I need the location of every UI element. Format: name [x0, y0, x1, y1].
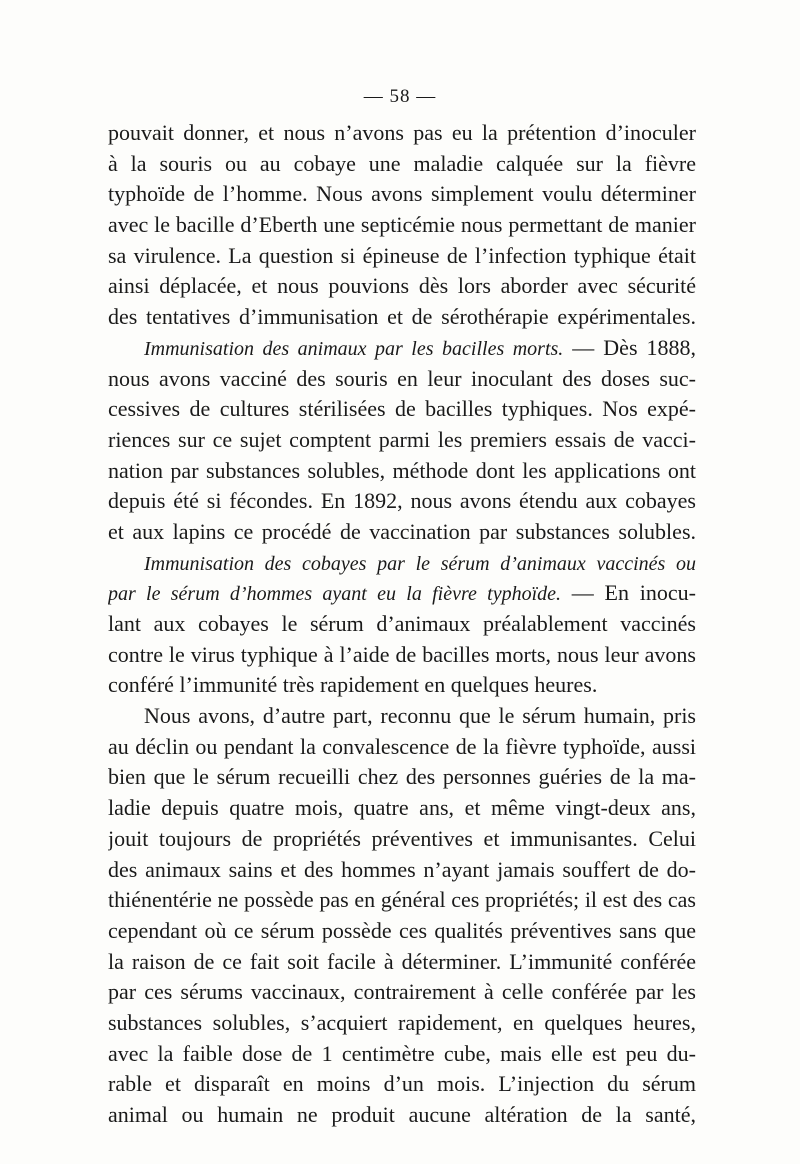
text-line: jouit toujours de propriétés préventives et immunisantes. Celui	[108, 825, 696, 851]
text-line: avec le bacille d’Eberth une septicémie nous permettant de manier	[108, 212, 696, 238]
text-line: sa virulence. La question si épineuse de l’infection typhique était	[108, 242, 696, 268]
text-line: des tentatives d’immunisation et de sérothérapie expérimentales.	[108, 304, 696, 330]
text-line: bien que le sérum recueilli chez des personnes guéries de la ma-	[108, 764, 696, 790]
text-line: et aux lapins ce procédé de vaccination par substances solubles.	[108, 518, 696, 544]
text-line: contre le virus typhique à l’aide de bacilles morts, nous leur avons	[108, 641, 696, 667]
text-line: au déclin ou pendant la convalescence de la fièvre typhoïde, aussi	[108, 733, 696, 759]
text-line: conféré l’immunité très rapidement en quelques heures.	[108, 672, 598, 698]
section-heading: Immunisation des cobayes par le sérum d’animaux vaccinés ou	[144, 552, 696, 575]
text-line: avec la faible dose de 1 centimètre cube, mais elle est peu du-	[108, 1040, 696, 1066]
text-line: pouvait donner, et nous n’avons pas eu la prétention d’inoculer	[108, 120, 696, 145]
text-line: à la souris ou au cobaye une maladie calquée sur la fièvre	[108, 150, 696, 176]
section-heading: Immunisation des animaux par les bacilles morts.	[144, 337, 564, 360]
text-line: thiénentérie ne possède pas en général ces propriétés; il est des cas	[108, 887, 696, 913]
text-line: ladie depuis quatre mois, quatre ans, et même vingt-deux ans,	[108, 795, 696, 821]
section-heading-line	[108, 548, 696, 579]
text-line: cependant où ce sérum possède ces qualités préventives sans que	[108, 917, 696, 943]
text-line: nation par substances solubles, méthode dont les applications ont	[108, 457, 696, 483]
text-line: substances solubles, s’acquiert rapidement, en quelques heures,	[108, 1009, 696, 1035]
text-line: par ces sérums vaccinaux, contrairement à celle conférée par les	[108, 979, 696, 1005]
text-line: la raison de ce fait soit facile à déterminer. L’immunité conférée	[108, 948, 696, 974]
page-number: — 58 —	[363, 86, 437, 107]
section-heading-line: Immunisation des animaux par les bacilles morts. — Dès 1888,	[144, 334, 696, 360]
text-line: rable et disparaît en moins d’un mois. L’injection du sérum	[108, 1071, 696, 1097]
section-heading: par le sérum d’hommes ayant eu la fièvre typhoïde.	[108, 583, 562, 606]
text-line: des animaux sains et des hommes n’ayant jamais souffert de do-	[108, 856, 696, 882]
text-line: nous avons vacciné des souris en leur inoculant des doses suc-	[108, 365, 696, 391]
text-line: cessives de cultures stérilisées de bacilles typhiques. Nos expé-	[108, 396, 696, 422]
body-text	[108, 118, 696, 1131]
text-line: Nous avons, d’autre part, reconnu que le sérum humain, pris	[144, 703, 696, 729]
text-line: typhoïde de l’homme. Nous avons simplement voulu déterminer	[108, 181, 696, 207]
section-heading-line: par le sérum d’hommes ayant eu la fièvre typhoïde. — En inocu-	[108, 580, 696, 606]
text-line: ainsi déplacée, et nous pouvions dès lors aborder avec sécurité	[108, 273, 696, 299]
text-line: lant aux cobayes le sérum d’animaux préalablement vaccinés	[108, 611, 696, 636]
text-line: animal ou humain ne produit aucune altération de la santé,	[108, 1102, 696, 1127]
text-line: depuis été si fécondes. En 1892, nous avons étendu aux cobayes	[108, 488, 696, 514]
text-line: riences sur ce sujet comptent parmi les premiers essais de vacci-	[108, 426, 696, 452]
